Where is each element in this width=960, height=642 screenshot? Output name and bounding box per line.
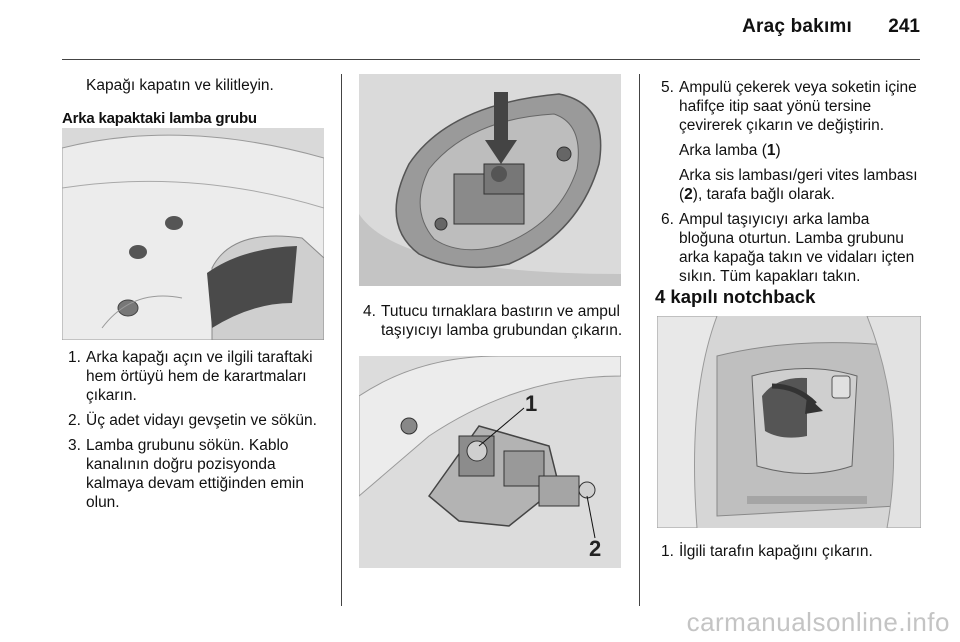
step-4	[357, 302, 623, 340]
fog-reverse-lamp-line: Arka sis lambası/geri vites lambası (2), tarafa bağlı olarak.	[679, 167, 918, 203]
step-1	[62, 348, 326, 405]
steps-list-3	[655, 78, 923, 292]
step-text: Ampulü çekerek veya soketin içine hafifçe itip saat yönü tersine çevirerek çıkarın ve değiştirin.	[679, 79, 917, 134]
step-5	[655, 78, 923, 135]
step-number: 1.	[661, 543, 674, 560]
figure-lamp-unit-arrow	[359, 74, 621, 286]
notchback-step-1	[655, 542, 923, 561]
rear-lamp-line: Arka lamba (1)	[679, 142, 781, 159]
step-text: Lamba grubunu sökün. Kablo kanalının doğru pozisyonda kalmaya devam ettiğinden emin olun.	[86, 437, 304, 511]
figure-label-1: 1	[525, 391, 538, 416]
step-text: İlgili tarafın kapağını çıkarın.	[679, 543, 873, 560]
page-number: 241	[888, 16, 920, 37]
figure-trunk-cover	[657, 316, 921, 528]
header-title: Araç bakımı	[742, 16, 852, 37]
step-6	[655, 210, 923, 286]
step-text: Üç adet vidayı gevşetin ve sökün.	[86, 412, 317, 429]
step-3	[62, 436, 326, 512]
step-number: 2.	[68, 412, 81, 429]
section-title-notchback: 4 kapılı notchback	[655, 286, 816, 307]
step-text: Ampul taşıyıcıyı arka lamba bloğuna oturtun. Lamba grubunu arka kapağa takın ve vidaları içten sıkın. Tüm kapakları takın.	[679, 211, 915, 285]
step-2	[62, 411, 326, 430]
figure-bulb-carrier	[359, 356, 621, 568]
step-text: Tutucu tırnaklara bastırın ve ampul taşıyıcıyı lamba grubundan çıkarın.	[381, 303, 623, 339]
header-rule	[62, 59, 920, 60]
step-number: 6.	[661, 211, 674, 228]
watermark: carmanualsonline.info	[686, 607, 950, 637]
intro-text: Kapağı kapatın ve kilitleyin.	[86, 77, 274, 94]
figure-label-2: 2	[589, 536, 602, 561]
step-number: 5.	[661, 79, 674, 96]
step-number: 4.	[363, 303, 376, 320]
step-number: 3.	[68, 437, 81, 454]
trunk-cover-illustration	[657, 316, 921, 528]
tailgate-illustration	[62, 128, 324, 340]
bulb-carrier-illustration	[359, 356, 621, 568]
step-text: Arka kapağı açın ve ilgili taraftaki hem örtüyü hem de karartmaları çıkarın.	[86, 349, 313, 404]
steps-list-2	[357, 302, 623, 346]
column-divider-2	[639, 74, 640, 606]
steps-list-notchback	[655, 542, 923, 567]
page-header	[0, 0, 960, 62]
subheading-tailgate-lamp: Arka kapaktaki lamba grubu	[62, 110, 257, 127]
lamp-unit-illustration	[359, 74, 621, 286]
step-number: 1.	[68, 349, 81, 366]
figure-tailgate-open	[62, 128, 324, 340]
column-divider-1	[341, 74, 342, 606]
steps-list-1	[62, 348, 326, 518]
